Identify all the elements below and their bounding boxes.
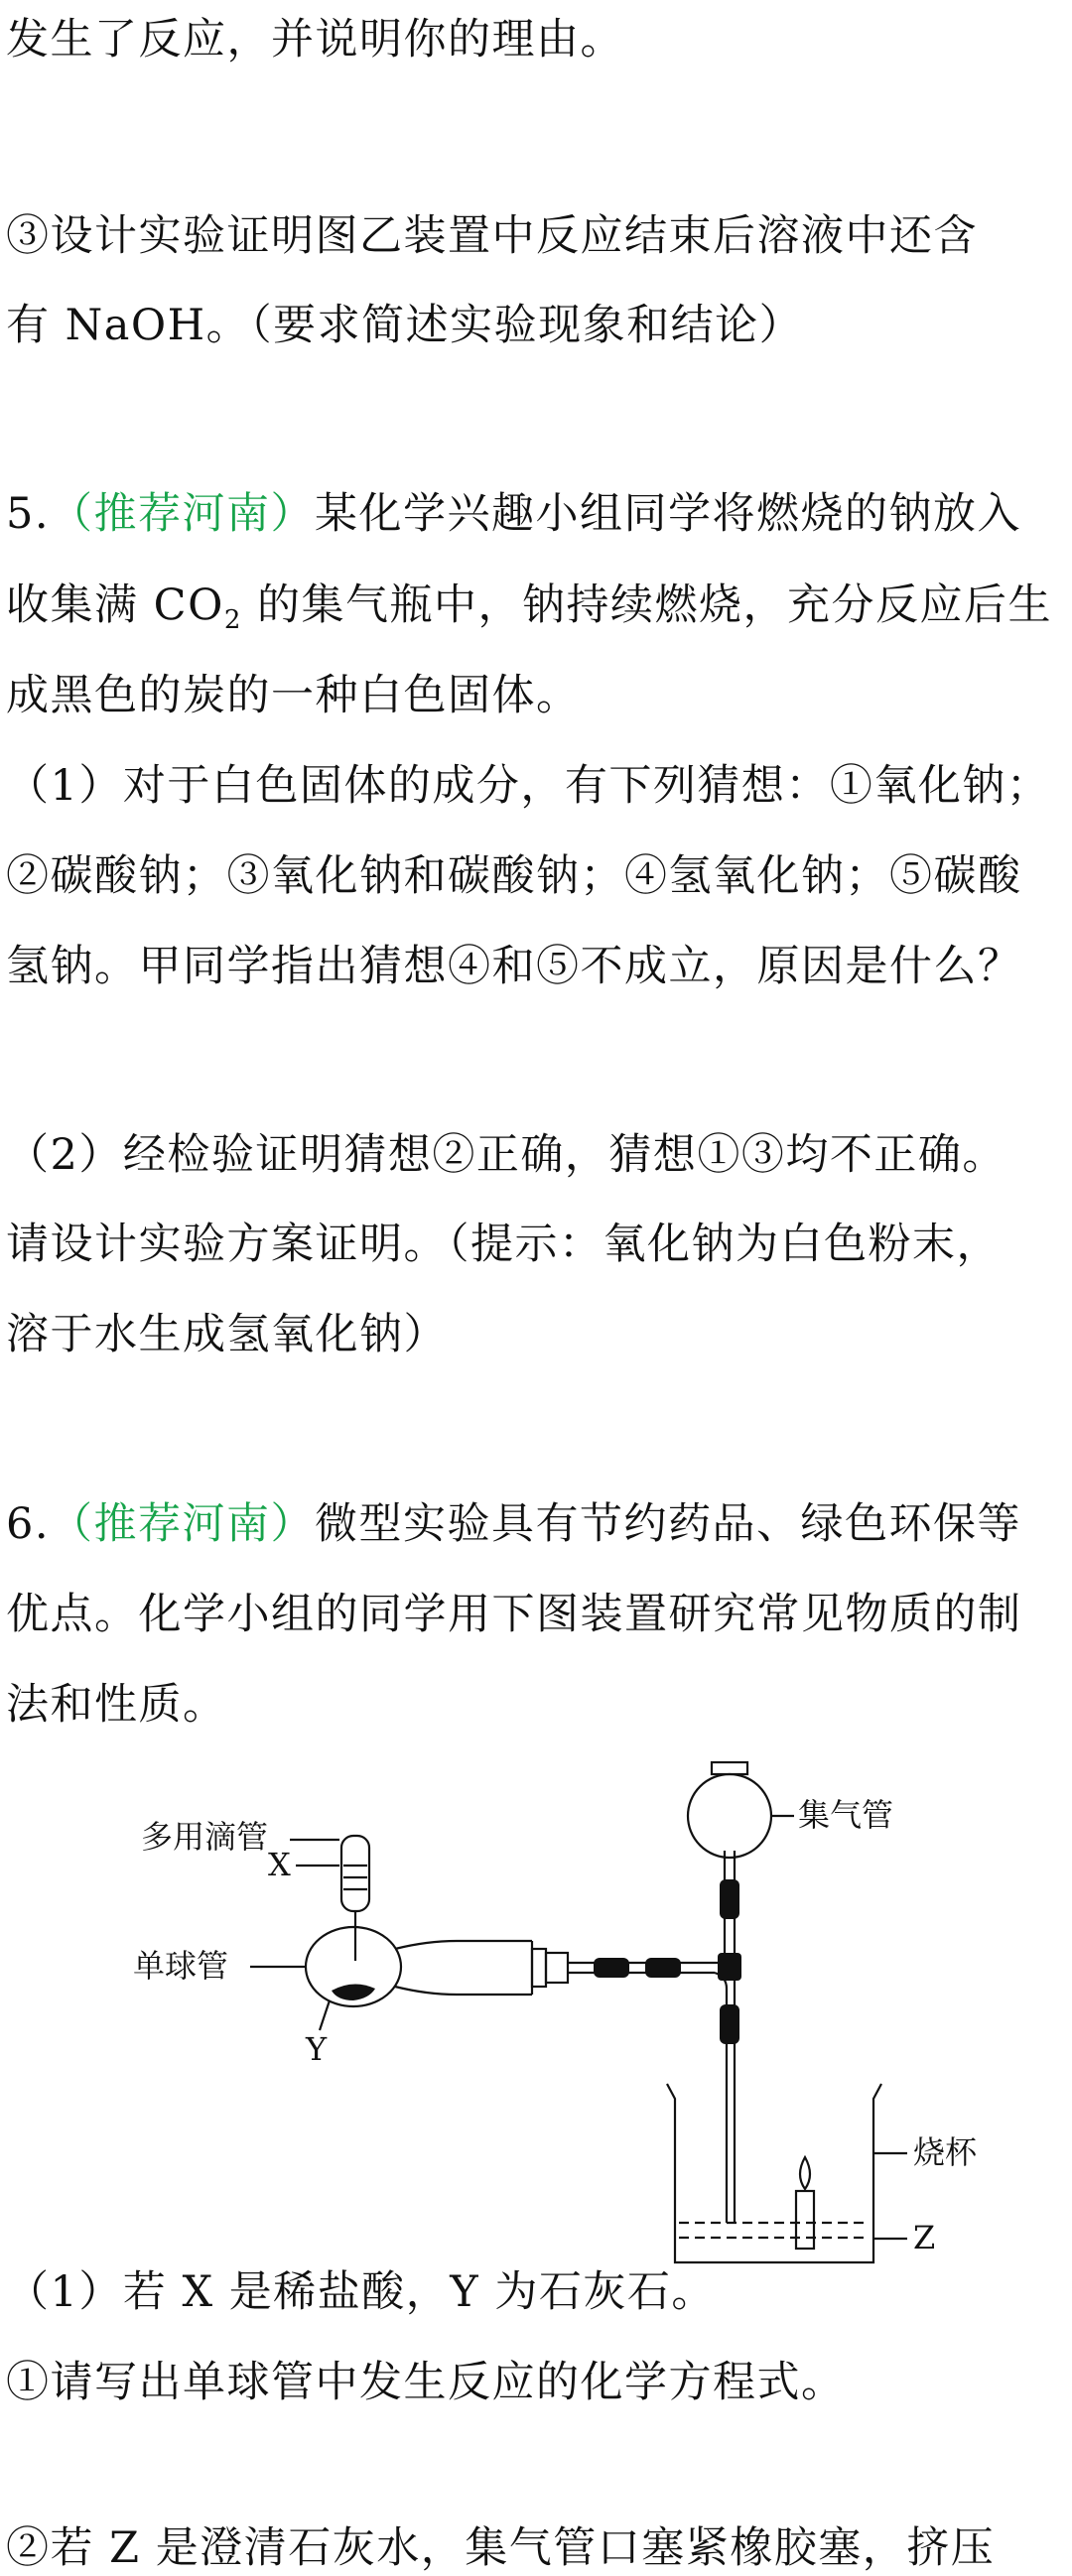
q5-part1-line-1: （1）对于白色固体的成分，有下列猜想：①氧化钠；: [6, 761, 1051, 811]
beaker: [667, 2084, 881, 2262]
dropper-bulb: [341, 1836, 369, 1911]
q5-part2-line-2: 请设计实验方案证明。（提示：氧化钠为白色粉末，: [6, 1220, 1001, 1269]
label-y: Y: [306, 2030, 328, 2068]
q6-part1-line-1: （1）若 X 是稀盐酸，Y 为石灰石。: [6, 2267, 716, 2317]
q6-cut-line: ②若 Z 是澄清石灰水，集气管口塞紧橡胶塞，挤压: [6, 2523, 996, 2573]
label-beaker: 烧杯: [913, 2133, 978, 2171]
q4-line-1: 发生了反应，并说明你的理由。: [6, 15, 624, 64]
apparatus-diagram: [119, 1756, 978, 2256]
gas-collector: [688, 1774, 771, 1858]
q6-part1-line-2: ①请写出单球管中发生反应的化学方程式。: [6, 2358, 846, 2407]
q6-source-tag: （推荐河南）: [50, 1499, 316, 1549]
candle-flame: [800, 2157, 810, 2189]
q5-part2-line-3: 溶于水生成氢氧化钠）: [6, 1310, 448, 1359]
q5-line-2b: 的集气瓶中，钠持续燃烧，充分反应后生: [241, 580, 1053, 630]
q6-number: 6.: [6, 1499, 51, 1549]
q4-line-2: ③设计实验证明图乙装置中反应结束后溶液中还含: [6, 211, 978, 261]
q5-part1-line-3: 氢钠。甲同学指出猜想④和⑤不成立，原因是什么？: [6, 942, 1022, 991]
q5-line-1: [6, 486, 1021, 542]
label-x: X: [268, 1846, 291, 1883]
q4-line-3: 有 NaOH。（要求简述实验现象和结论）: [6, 301, 804, 350]
y-leader: [320, 2000, 330, 2030]
q5-line-1-text: 某化学兴趣小组同学将燃烧的钠放入: [315, 489, 1022, 539]
label-dropper: 多用滴管: [141, 1818, 269, 1856]
q5-line-3: 成黑色的炭的一种白色固体。: [6, 671, 581, 720]
co2-subscript: 2: [223, 605, 242, 635]
q5-line-2: [6, 578, 1052, 648]
q5-line-2a: 收集满 CO: [6, 580, 224, 630]
q5-part1-line-2: ②碳酸钠；③氧化钠和碳酸钠；④氢氧化钠；⑤碳酸: [6, 851, 1022, 901]
q6-line-3: 法和性质。: [6, 1680, 227, 1730]
solid-y: [332, 1984, 375, 2000]
label-collector: 集气管: [798, 1796, 894, 1834]
q6-line-1-text: 微型实验具有节约药品、绿色环保等: [315, 1499, 1022, 1549]
label-z: Z: [913, 2219, 936, 2256]
label-bulb: 单球管: [133, 1947, 229, 1985]
q6-line-1: [6, 1496, 1021, 1552]
q5-source-tag: （推荐河南）: [50, 489, 316, 539]
q5-number: 5.: [6, 489, 51, 539]
q6-line-2: 优点。化学小组的同学用下图装置研究常见物质的制: [6, 1590, 1022, 1639]
q5-part2-line-1: （2）经检验证明猜想②正确，猜想①③均不正确。: [6, 1130, 1006, 1180]
candle: [796, 2191, 814, 2249]
